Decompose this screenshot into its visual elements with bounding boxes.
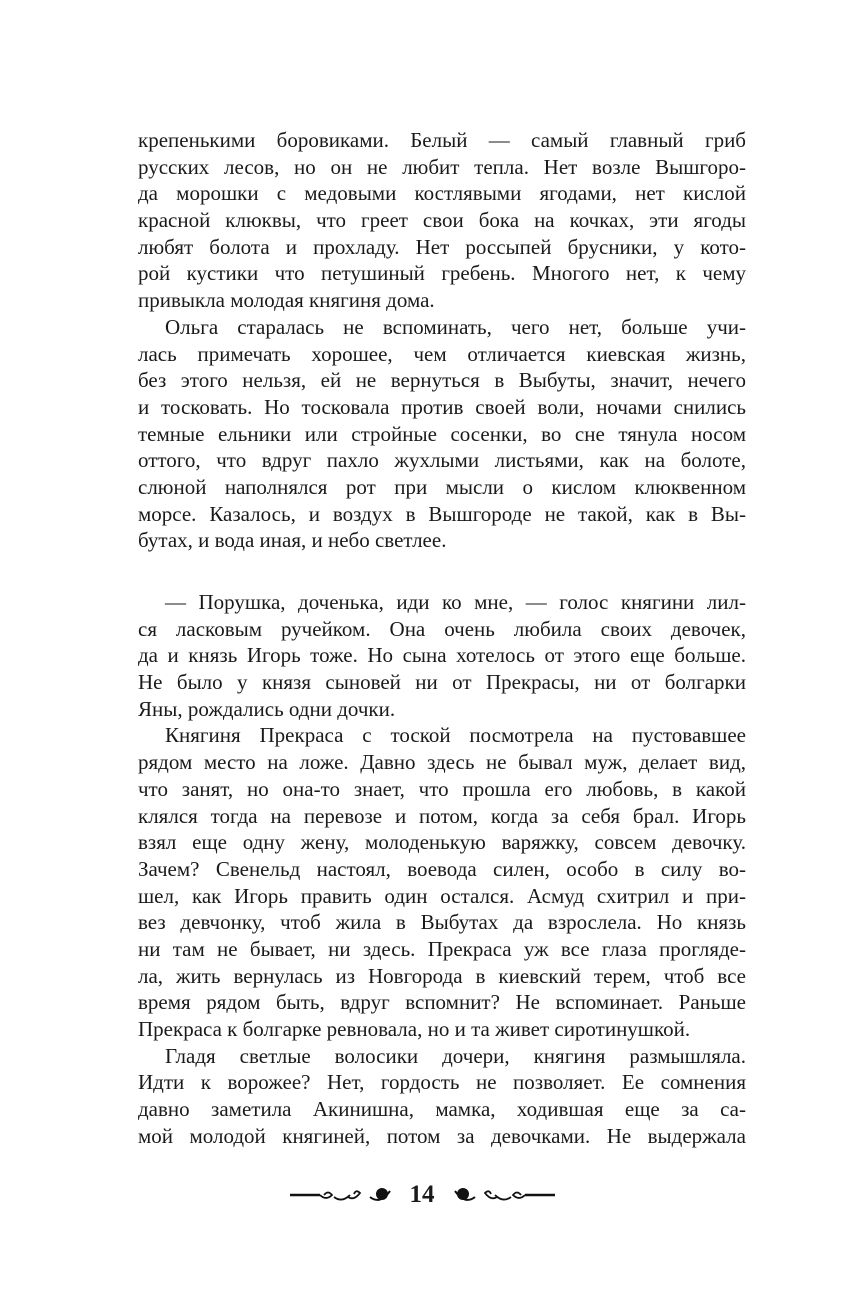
ornament-left-icon <box>290 1185 400 1205</box>
text-line: давно заметила Акинишна, мамка, ходившая еще за са- <box>138 1097 746 1122</box>
ornament-right-icon <box>445 1185 555 1205</box>
text-line: русских лесов, но он не любит тепла. Нет возле Вышгоро- <box>138 154 746 179</box>
page-number: 14 <box>409 1181 435 1208</box>
text-line: Зачем? Свенельд настоял, воевода силен, особо в силу во- <box>138 856 746 881</box>
text-line: вез девчонку, чтоб жила в Выбутах да взрослела. Но князь <box>138 910 746 935</box>
text-line: Ольга старалась не вспоминать, чего нет, больше учи- <box>165 314 746 339</box>
text-line: мой молодой княгиней, потом за девочками. Не выдержала <box>138 1123 746 1148</box>
page-body <box>138 127 746 1149</box>
text-line: ла, жить вернулась из Новгорода в киевский терем, чтоб все <box>138 963 746 988</box>
text-line: бутах, и вода иная, и небо светлее. <box>138 528 447 553</box>
text-line: красной клюквы, что греет свои бока на кочках, эти ягоды <box>138 208 746 233</box>
text-line: без этого нельзя, ей не вернуться в Выбуты, значит, нечего <box>138 368 746 393</box>
text-line: крепенькими боровиками. Белый — самый главный гриб <box>138 128 746 152</box>
text-line: да морошки с медовыми костлявыми ягодами, нет кислой <box>138 181 746 206</box>
text-line: шел, как Игорь править один остался. Асмуд схитрил и при- <box>138 883 746 908</box>
text-line: Княгиня Прекраса с тоской посмотрела на пустовавшее <box>165 723 746 748</box>
text-line: оттого, что вдруг пахло жухлыми листьями, как на болоте, <box>138 448 746 473</box>
text-line: Яны, рождались одни дочки. <box>138 696 396 721</box>
text-line: Гладя светлые волосики дочери, княгиня размышляла. <box>165 1043 746 1068</box>
page-footer <box>0 1180 844 1210</box>
text-line: морсе. Казалось, и воздух в Вышгороде не такой, как в Вы- <box>138 501 746 526</box>
text-line: что занят, но она-то знает, что прошла его любовь, в какой <box>138 776 746 801</box>
text-line: взял еще одну жену, молоденькую варяжку, совсем девочку. <box>138 830 746 855</box>
text-line: лась примечать хорошее, чем отличается киевская жизнь, <box>138 341 746 366</box>
text-line: и тосковать. Но тосковала против своей воли, ночами снились <box>138 394 746 419</box>
text-line: да и князь Игорь тоже. Но сына хотелось от этого еще больше. <box>138 643 746 668</box>
text-line: — Порушка, доченька, иди ко мне, — голос княгини лил- <box>165 590 746 614</box>
text-line: Идти к ворожее? Нет, гордость не позволяет. Ее сомнения <box>138 1070 746 1095</box>
text-line: Прекраса к болгарке ревновала, но и та живет сиротинушкой. <box>138 1017 691 1041</box>
text-line: ся ласковым ручейком. Она очень любила своих девочек, <box>138 616 746 641</box>
text-line: привыкла молодая княгиня дома. <box>138 288 435 313</box>
text-line: рядом место на ложе. Давно здесь не бывал муж, делает вид, <box>138 750 746 775</box>
text-line: темные ельники или стройные сосенки, во сне тянула носом <box>138 421 746 446</box>
text-line: рой кустики что петушиный гребень. Многого нет, к чему <box>138 261 746 286</box>
text-line: Не было у князя сыновей ни от Прекрасы, ни от болгарки <box>138 670 746 695</box>
text-line: время рядом быть, вдруг вспомнит? Не вспоминает. Раньше <box>138 990 746 1015</box>
text-line: ни там не бывает, ни здесь. Прекраса уж все глаза прогляде- <box>138 936 746 961</box>
text-line: любят болота и прохладу. Нет россыпей брусники, у кото- <box>138 234 746 259</box>
text-line: слюной наполнялся рот при мысли о кислом клюквенном <box>138 474 746 499</box>
text-line: клялся тогда на перевозе и потом, когда за себя брал. Игорь <box>138 803 746 828</box>
section-break <box>138 554 746 589</box>
